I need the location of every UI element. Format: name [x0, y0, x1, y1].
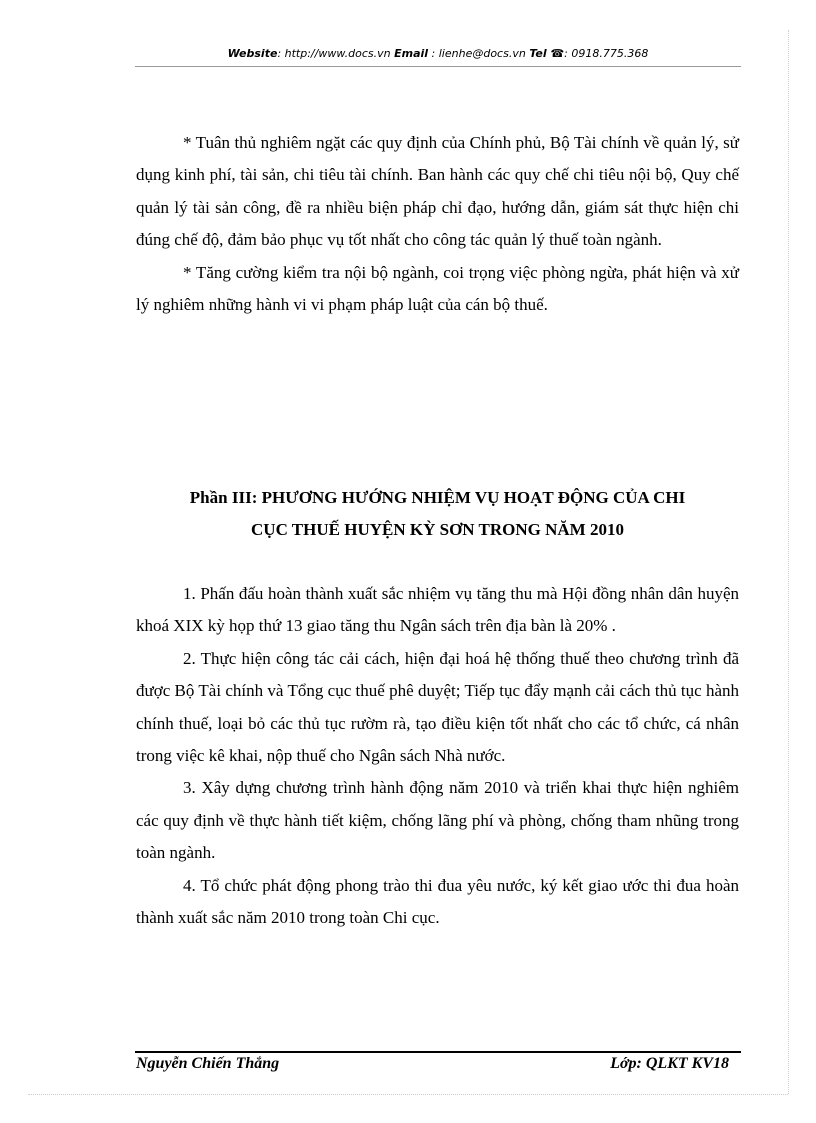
- section-title: [136, 482, 739, 546]
- footer-divider: [135, 1051, 741, 1053]
- tel-label: Tel: [529, 47, 551, 60]
- footer-author: Nguyễn Chiến Thắng: [136, 1055, 280, 1072]
- page-border-right: [788, 30, 789, 1094]
- paragraph-item-2: 2. Thực hiện công tác cải cách, hiện đại hoá hệ thống thuế theo chương trình đã được Bộ Tài chính và Tổng cục thuế phê duyệt; Tiếp tục đẩy mạnh cải cách thủ tục hành chính thuế, loại bỏ các thủ tục rườm rà, tạo điều kiện tốt nhất cho các tổ chức, cá nhân trong việc kê khai, nộp thuế cho Ngân sách Nhà nước.: [136, 648, 739, 766]
- bottom-paragraphs: [136, 578, 739, 934]
- paragraph-item-1: 1. Phấn đấu hoàn thành xuất sắc nhiệm vụ tăng thu mà Hội đồng nhân dân huyện khoá XIX kỳ họp thứ 13 giao tăng thu Ngân sách trên địa bàn là 20% .: [136, 584, 739, 636]
- website-label: Website: [227, 47, 278, 60]
- page-border-bottom: [28, 1094, 788, 1095]
- paragraph-finance-rules: * Tuân thủ nghiêm ngặt các quy định của Chính phủ, Bộ Tài chính về quản lý, sử dụng kinh phí, tài sản, chi tiêu tài chính. Ban hành các quy chế chi tiêu nội bộ, Quy chế quản lý tài sản công, đề ra nhiều biện pháp chỉ đạo, hướng dẫn, giám sát thực hiện chi đúng chế độ, đảm bảo phục vụ tốt nhất cho công tác quản lý thuế toàn ngành.: [136, 133, 739, 250]
- page-header: [135, 47, 741, 60]
- footer-class: Lớp: QLKT KV18: [610, 1055, 729, 1072]
- section-title-line-2: CỤC THUẾ HUYỆN KỲ SƠN TRONG NĂM 2010: [251, 520, 624, 539]
- paragraph-internal-inspection: * Tăng cường kiểm tra nội bộ ngành, coi trọng việc phòng ngừa, phát hiện và xử lý nghiêm những hành vi vi phạm pháp luật của cán bộ thuế.: [136, 262, 739, 315]
- email-separator: :: [428, 47, 439, 60]
- website-link[interactable]: http://www.docs.vn: [284, 47, 395, 60]
- top-paragraphs: [136, 127, 739, 321]
- email-label: Email: [394, 47, 429, 60]
- section-title-line-1: Phần III: PHƯƠNG HƯỚNG NHIỆM VỤ HOẠT ĐỘNG CỦA CHI: [189, 488, 686, 507]
- paragraph-item-3: 3. Xây dựng chương trình hành động năm 2010 và triển khai thực hiện nghiêm các quy định về thực hành tiết kiệm, chống lãng phí và phòng, chống tham nhũng trong toàn ngành.: [136, 778, 739, 863]
- header-divider: [135, 66, 741, 67]
- email-link[interactable]: lienhe@docs.vn: [438, 47, 530, 60]
- paragraph-item-4: 4. Tổ chức phát động phong trào thi đua yêu nước, ký kết giao ước thi đua hoàn thành xuất sắc năm 2010 trong toàn Chi cục.: [136, 875, 739, 928]
- website-separator: :: [277, 47, 285, 60]
- tel-value: : 0918.775.368: [564, 47, 649, 60]
- phone-icon: ☎: [550, 47, 565, 60]
